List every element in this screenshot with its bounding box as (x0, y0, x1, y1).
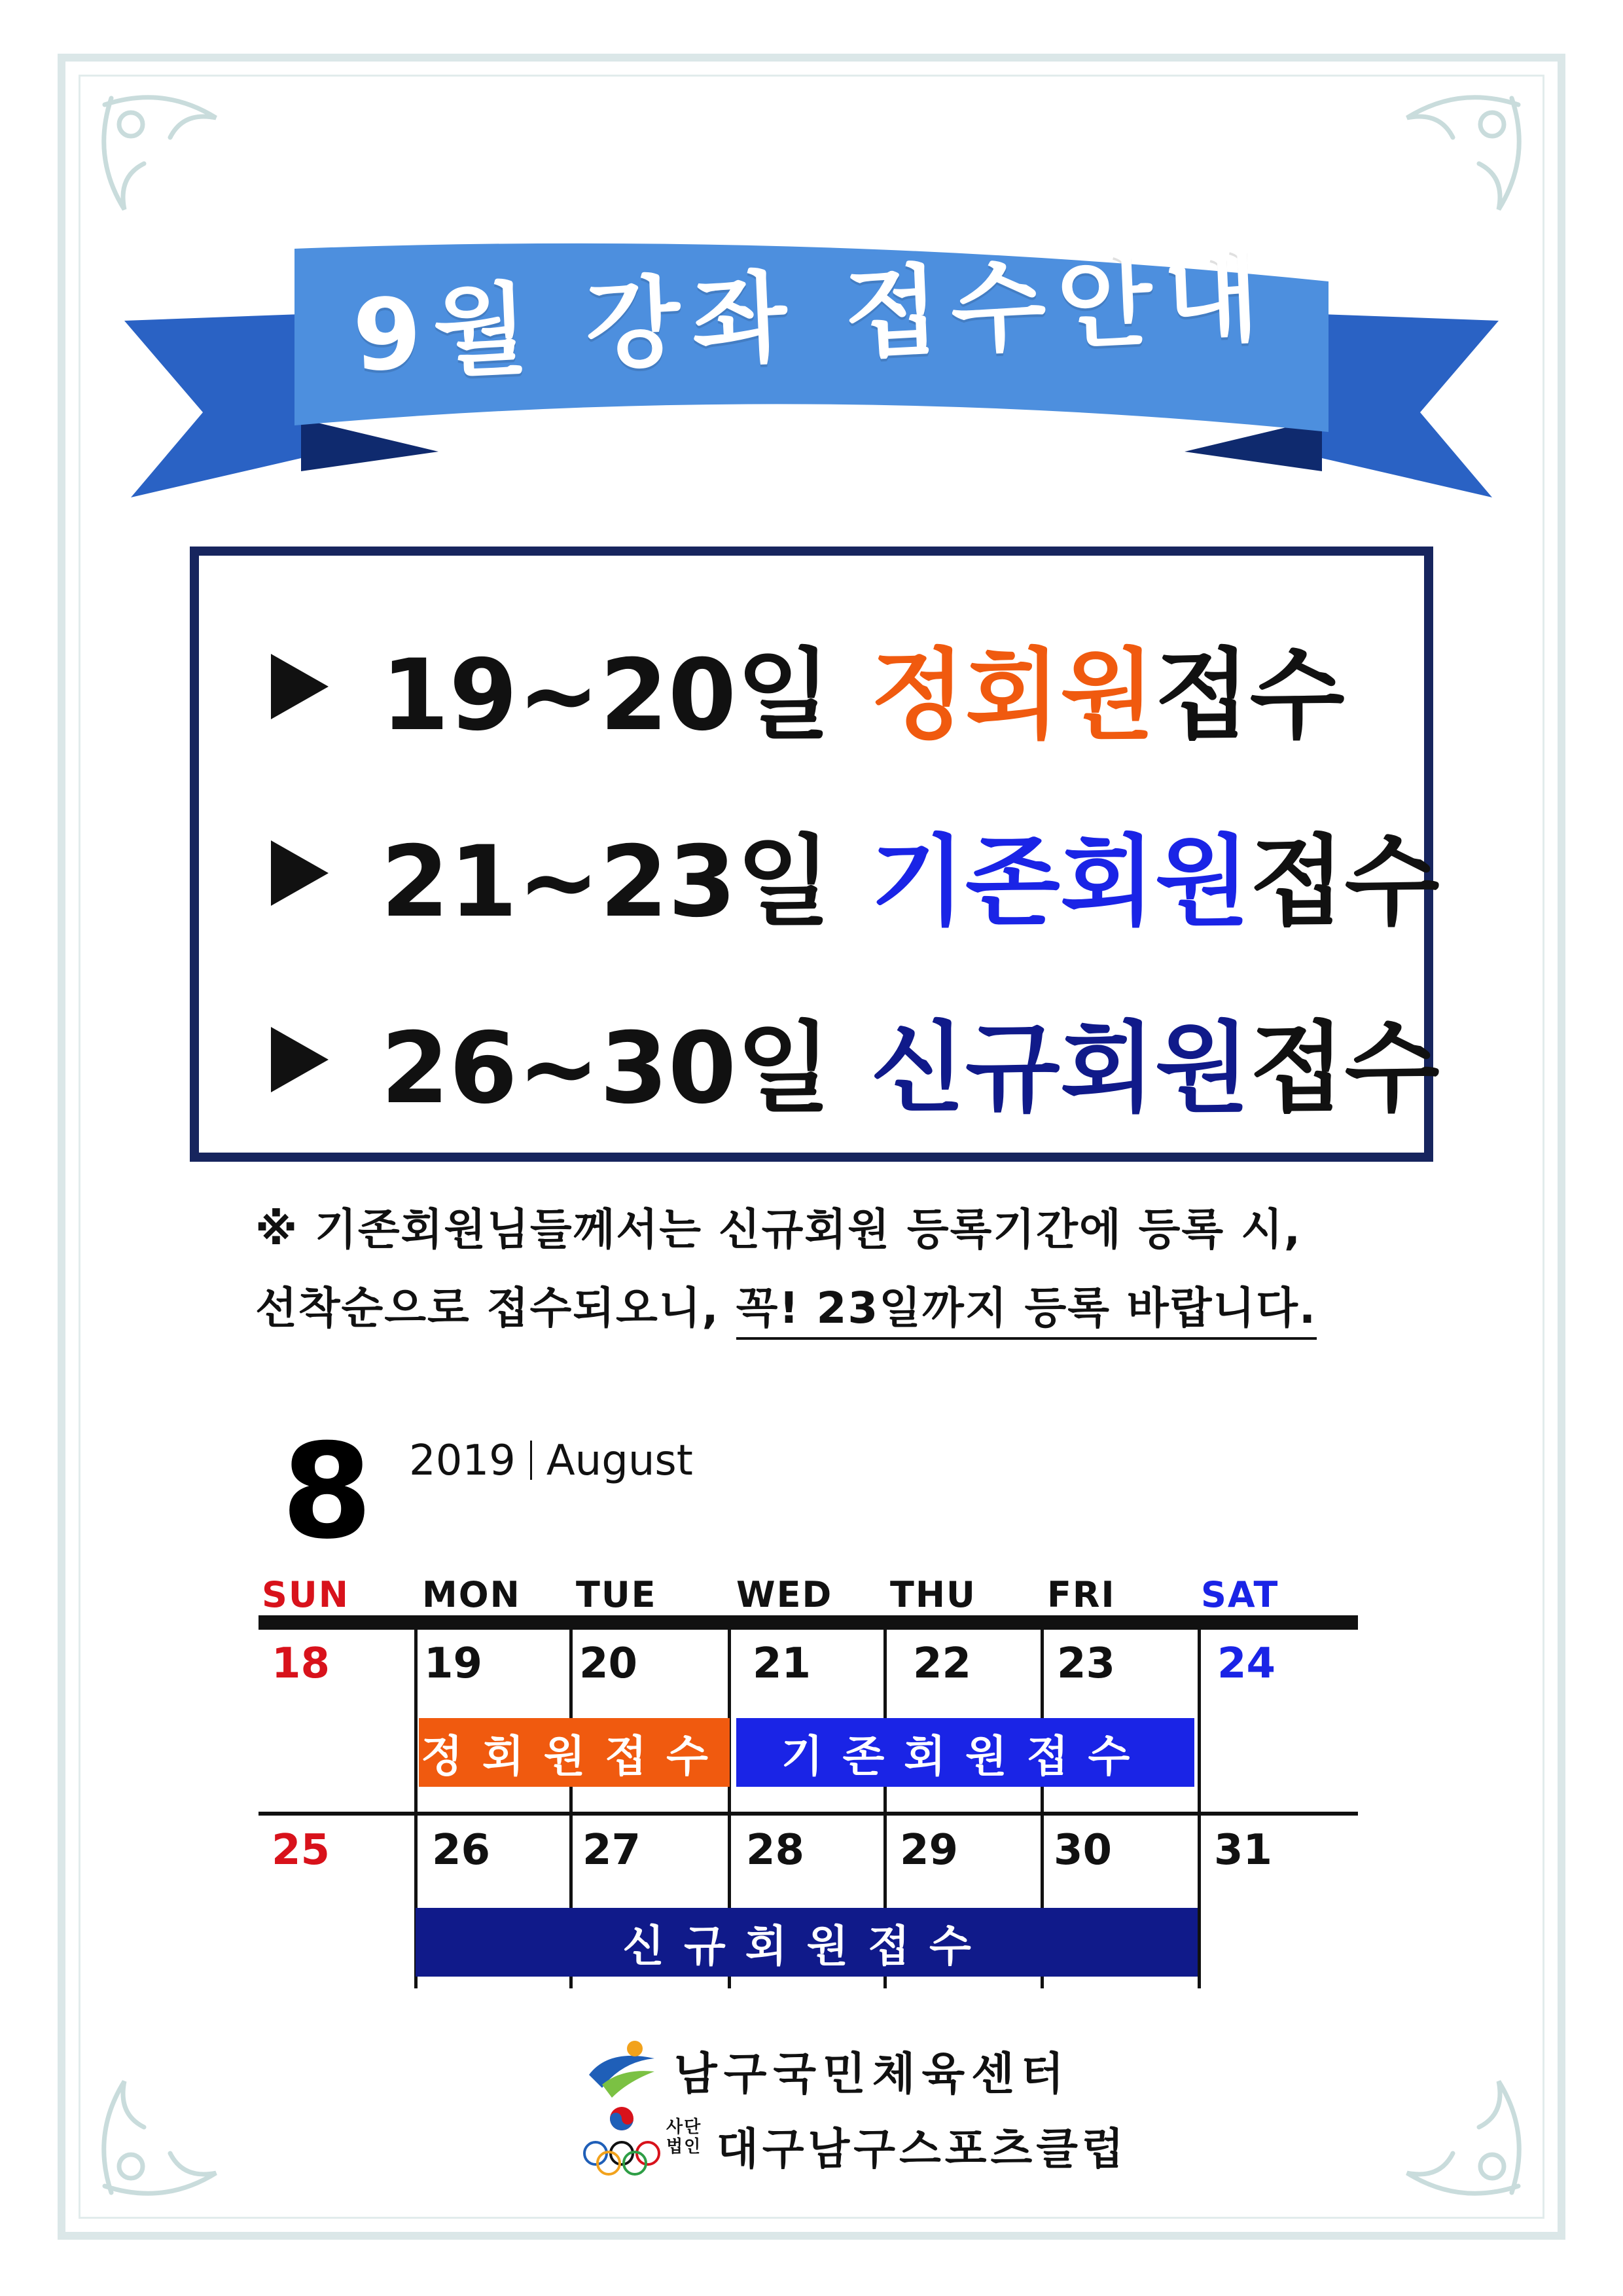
calendar-day: 27 (582, 1826, 641, 1874)
calendar-day: 30 (1054, 1826, 1113, 1874)
schedule-row-new (271, 1001, 1440, 1126)
calendar-day: 31 (1214, 1826, 1273, 1874)
schedule-category: 기존회원 (870, 825, 1250, 939)
sports-center-logo-icon (582, 2036, 661, 2101)
corner-ornament-bottom-right (1355, 2029, 1538, 2212)
weekday-sat: SAT (1201, 1574, 1279, 1615)
regular-member-bar: 정회원접수 (419, 1718, 730, 1787)
schedule-row-existing (271, 814, 1440, 939)
schedule-suffix: 접수 (1249, 1012, 1440, 1126)
footer-legal-prefix: 사단 법인 (666, 2117, 702, 2157)
schedule-row-regular (271, 628, 1345, 753)
triangle-bullet-icon (271, 840, 329, 906)
calendar-day: 18 (272, 1640, 330, 1688)
calendar-day: 24 (1217, 1640, 1276, 1688)
calendar-day: 28 (746, 1826, 805, 1874)
new-member-bar: 신규회원접수 (416, 1908, 1198, 1977)
schedule-box (190, 547, 1440, 1162)
triangle-bullet-icon (271, 1027, 329, 1092)
calendar-day: 29 (900, 1826, 959, 1874)
footer-org-sports-center: 남구국민체육센터 (674, 2049, 1071, 2100)
schedule-category: 신규회원 (870, 1012, 1250, 1126)
weekday-fri: FRI (1047, 1574, 1116, 1615)
notice-line-1: ※ 기존회원님들께서는 신규회원 등록기간에 등록 시, (255, 1204, 1302, 1255)
calendar-day: 25 (272, 1826, 330, 1874)
calendar-day: 19 (424, 1640, 483, 1688)
triangle-bullet-icon (271, 654, 329, 719)
calendar-day: 26 (432, 1826, 491, 1874)
schedule-dates: 19~20일 (381, 639, 832, 753)
schedule-dates: 26~30일 (381, 1012, 832, 1126)
notice-underlined-text: 꼭! 23일까지 등록 바랍니다. (736, 1283, 1317, 1340)
page-title: 9월 강좌 접수안내 (350, 240, 1274, 394)
olympic-rings-logo-icon (579, 2104, 664, 2176)
existing-member-bar: 기존회원접수 (736, 1718, 1194, 1787)
corner-ornament-top-right (1355, 79, 1538, 262)
calendar-week-divider (259, 1812, 1358, 1816)
schedule-suffix: 접수 (1154, 639, 1345, 753)
schedule-category: 정회원 (870, 639, 1155, 753)
notice-plain-text: 선착순으로 접수되오니, (255, 1283, 720, 1333)
weekday-sun: SUN (262, 1574, 349, 1615)
weekday-thu: THU (890, 1574, 976, 1615)
calendar-year-month (409, 1437, 693, 1485)
footer-org-sports-club: 대구남구스포츠클럽 (717, 2124, 1128, 2174)
weekday-mon: MON (422, 1574, 521, 1615)
calendar-month-number: 8 (281, 1416, 373, 1568)
schedule-dates: 21~23일 (381, 825, 832, 939)
calendar-column-line (1198, 1628, 1201, 1988)
corner-ornament-bottom-left (85, 2029, 268, 2212)
weekday-tue: TUE (576, 1574, 657, 1615)
corner-ornament-top-left (85, 79, 268, 262)
notice-line-2 (255, 1273, 1317, 1335)
calendar-header-rule (259, 1615, 1358, 1630)
calendar-year: 2019 (409, 1437, 516, 1485)
schedule-suffix: 접수 (1249, 825, 1440, 939)
calendar-day: 22 (913, 1640, 972, 1688)
separator (530, 1441, 532, 1480)
calendar-day: 20 (579, 1640, 638, 1688)
calendar-day: 21 (753, 1640, 812, 1688)
calendar-day: 23 (1057, 1640, 1116, 1688)
weekday-wed: WED (736, 1574, 833, 1615)
calendar-month-name: August (546, 1437, 693, 1485)
